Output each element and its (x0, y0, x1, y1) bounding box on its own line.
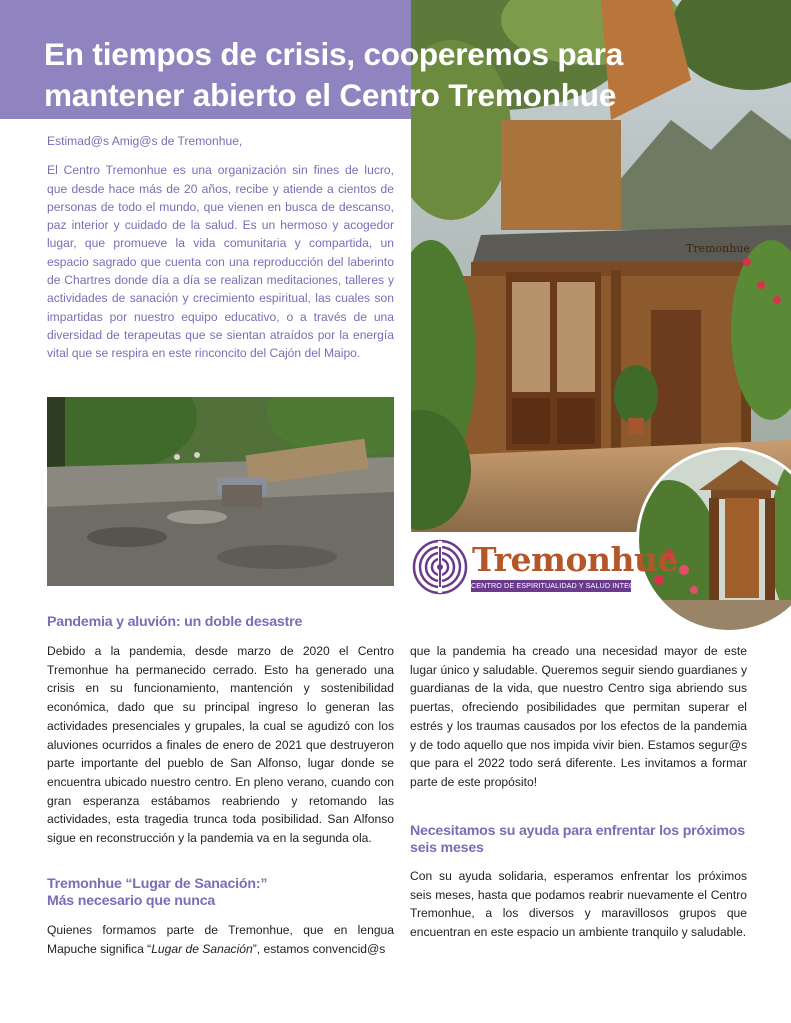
section-body-continuation: que la pandemia ha creado una necesidad mayor de este lugar único y saludable. Queremos seguir siendo guardianes y guardianas de la vida, que nuestro Centro siga abriendo sus puertas, ofreciendo posibilidades que permitan superar el estrés y los traumas causados por los efectos de la pandemia y de todo aquello que nos impida vivir bien. Estamos segur@s que para el 2022 todo será diferente. Les invitamos a formar parte de este propósito! (410, 644, 747, 789)
intro-text (47, 132, 394, 375)
heading-line-1: Tremonhue “Lugar de Sanación:” (47, 876, 268, 892)
section-heading-ayuda (410, 823, 755, 857)
flood-photo (47, 397, 394, 586)
heading-line-2: Más necesario que nunca (47, 893, 216, 909)
page-title (44, 34, 764, 116)
logo-tagline: CENTRO DE ESPIRITUALIDAD Y SALUD INTEGRAL (471, 581, 649, 590)
heading-line-2: seis meses (410, 840, 484, 856)
house-sign-text: Tremonhue (686, 242, 750, 255)
section-heading-pandemia: Pandemia y aluvión: un doble desastre (47, 614, 303, 630)
body-start: Quienes formamos parte de Tremonhue, que en lengua Mapuche significa “ (47, 923, 394, 956)
section-heading-sanacion (47, 876, 394, 910)
intro-paragraph: El Centro Tremonhue es una organización sin fines de lucro, que desde hace más de 20 años, recibe y atiende a cientos de personas de todo el mundo, que vienen en busca de descanso, paz interior y cuidado de la salud. Es un hermoso y acogedor lugar, que promueve la vida comunitaria y compartida, un espacio sagrado que cuenta con una reproducción del laberinto de Chartres donde día a día se realizan meditaciones, talleres y actividades de sanación y crecimiento espiritual, las cuales son impartidas por nuestro equipo educativo, o a través de una diversidad de terapeutas que se sientan atraídos por la energía vital que se respira en este rinconcito del Cajón del Maipo. (47, 163, 394, 361)
title-line-2: mantener abierto el Centro Tremonhue (44, 77, 617, 113)
title-line-1: En tiempos de crisis, cooperemos para (44, 36, 624, 72)
labyrinth-icon (412, 539, 468, 595)
body-italic: Lugar de Sanación (151, 941, 253, 956)
body-end: ”, estamos convencid@s (252, 941, 386, 956)
section-body-ayuda: Con su ayuda solidaria, esperamos enfrentar los próximos seis meses, hasta que podamos reabrir nuevamente el Centro Tremonhue, a los diversos y maravillosos grupos que encuentran en este espacio un ambiente tranquilo y saludable. (410, 869, 747, 940)
section-body-sanacion (47, 921, 394, 958)
greeting: Estimad@s Amig@s de Tremonhue, (47, 134, 243, 148)
section-body-pandemia: Debido a la pandemia, desde marzo de 2020 el Centro Tremonhue ha permanecido cerrado. Esto ha generado una crisis en su funcionamiento, mantención y sostenibilidad económica, dado que su principal ingreso lo generan las actividades presenciales y grupales, la cual se agudizó con los aluviones ocurridos a finales de enero de 2021 que destruyeron parte importante del pueblo de San Alfonso, lugar donde se encuentra ubicado nuestro centro. En pleno verano, cuando con gran esperanza estábamos reabriendo y retomando las actividades, esta tragedia trunca toda posibilidad. San Alfonso sigue en reconstrucción y la pandemia va en la segunda ola. (47, 644, 394, 846)
tremonhue-logo (412, 538, 678, 596)
heading-line-1: Necesitamos su ayuda para enfrentar los próximos (410, 823, 745, 839)
logo-wordmark: Tremonhue (472, 540, 678, 579)
